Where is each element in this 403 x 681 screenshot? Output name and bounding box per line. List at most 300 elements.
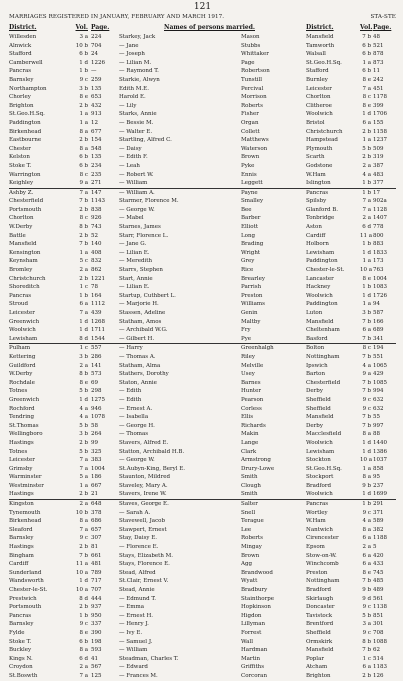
- cell-page-2: 763: [373, 267, 384, 274]
- cell-district: Stafford: [9, 51, 32, 58]
- cell-spouse-surname: Hardman: [241, 647, 268, 654]
- cell-district-2: Poplar: [306, 655, 324, 662]
- register-row: [9, 145, 396, 154]
- cell-page: 704: [91, 42, 102, 49]
- register-row: [9, 93, 396, 102]
- cell-district: Stoke T.: [9, 162, 32, 169]
- cell-page: 12: [91, 119, 98, 126]
- cell-district: Wellingboro: [9, 431, 43, 438]
- cell-vol-2: 6 a: [362, 119, 371, 126]
- cell-name: — Leah: [119, 162, 140, 169]
- cell-district: Bromley: [9, 267, 33, 274]
- register-row: [9, 292, 396, 301]
- cell-page-2: 778: [373, 224, 384, 231]
- cell-vol-2: 7 a: [362, 85, 371, 92]
- cell-page-2: 1085: [373, 379, 387, 386]
- cell-vol-2: 8 c: [362, 94, 371, 101]
- cell-page: 1143: [91, 198, 105, 205]
- cell-spouse-surname: Maltby: [241, 318, 261, 325]
- register-row: [9, 343, 396, 353]
- cell-vol: 1 b: [79, 612, 88, 619]
- cell-vol: 6 d: [79, 655, 88, 662]
- cell-page: 69: [91, 379, 98, 386]
- cell-district: Totnes: [9, 388, 28, 395]
- cell-name: Stays, Elizabeth M.: [119, 552, 174, 559]
- cell-district-2: W.Ham: [306, 518, 326, 525]
- column-headers: [9, 23, 396, 32]
- cell-name: Steadman, Charles T.: [119, 655, 179, 662]
- cell-district: Bingham: [9, 552, 34, 559]
- cell-spouse-surname: Matthews: [241, 137, 269, 144]
- cell-spouse-surname: Rice: [241, 267, 254, 274]
- cell-page: 707: [91, 587, 102, 593]
- cell-page-2: 745: [373, 569, 384, 576]
- cell-vol-2: 7 b: [362, 353, 371, 360]
- cell-page: 78: [91, 284, 98, 291]
- cell-name: — Joseph: [119, 51, 145, 58]
- cell-district-2: Bristol: [306, 119, 325, 126]
- register-row: [9, 456, 396, 465]
- cell-page-2: 1037: [373, 457, 387, 464]
- cell-district: Barnsley: [9, 76, 34, 83]
- cell-district-2: Nantwich: [306, 526, 333, 533]
- cell-page: 408: [91, 249, 102, 256]
- cell-vol-2: 6 a: [362, 664, 371, 671]
- cell-district-2: St.Geo.H.Sq.: [306, 465, 342, 472]
- cell-name: Harold E.: [119, 94, 146, 101]
- cell-vol: 1 c: [79, 345, 88, 352]
- cell-name: — Jane G.: [119, 241, 147, 248]
- cell-vol: 9 c: [79, 621, 88, 628]
- cell-name: — Samuel J.: [119, 638, 153, 645]
- cell-district: Chester: [9, 145, 31, 152]
- cell-vol: 8 a: [79, 518, 88, 525]
- cell-name: Startling, Alfred C.: [119, 137, 172, 144]
- cell-district: Hastings: [9, 544, 34, 551]
- cell-spouse-surname: Roberts: [241, 102, 263, 109]
- cell-page-2: 1188: [373, 535, 387, 542]
- cell-spouse-surname: Griffiths: [241, 664, 265, 671]
- cell-page-2: 521: [373, 42, 384, 49]
- cell-name: — Florence E.: [119, 544, 159, 551]
- cell-page: 862: [91, 267, 102, 274]
- cell-page-2: 11: [373, 68, 380, 75]
- register-row: [9, 499, 396, 509]
- cell-page-2: 873: [373, 59, 384, 66]
- cell-page: 286: [91, 353, 102, 360]
- cell-vol: 1 c: [79, 284, 88, 291]
- cell-name: Stassen, Adeline: [119, 310, 166, 316]
- register-row: [9, 569, 396, 578]
- cell-spouse-surname: Fisher: [241, 111, 259, 118]
- register-row: [9, 326, 396, 335]
- cell-district: Leicester: [9, 457, 35, 464]
- cell-page-2: 95: [373, 474, 380, 481]
- cell-district: Rochford: [9, 405, 35, 412]
- register-row: [9, 232, 396, 241]
- cell-district-2: Derby: [306, 422, 323, 429]
- cell-page-2: 62: [373, 647, 380, 654]
- cell-page: 439: [91, 310, 102, 316]
- cell-district: Pancras: [9, 292, 32, 299]
- cell-name: — Edward: [119, 664, 148, 671]
- cell-vol: 8 b: [79, 224, 88, 231]
- cell-page-2: 1138: [373, 604, 387, 611]
- cell-name: — Walter E.: [119, 128, 153, 135]
- cell-spouse-surname: Brown: [241, 154, 260, 161]
- cell-district: Sleaford: [9, 526, 33, 533]
- cell-page-2: 88: [373, 431, 380, 438]
- cell-district: Kensington: [9, 249, 41, 256]
- cell-district: Sunderland: [9, 569, 42, 576]
- register-row: [9, 509, 396, 518]
- cell-name: — Isabella: [119, 414, 149, 421]
- cell-spouse-surname: Wyatt: [241, 578, 258, 585]
- cell-district-2: St.Geo.H.Sq.: [306, 59, 342, 66]
- cell-district-2: Godstone: [306, 162, 333, 169]
- cell-district-2: Stockport: [306, 474, 334, 481]
- register-row: [9, 405, 396, 414]
- cell-district: Wandsworth: [9, 578, 44, 585]
- cell-district-2: Luton: [306, 310, 323, 316]
- cell-vol: 1 d: [79, 578, 88, 585]
- cell-spouse-surname: Snell: [241, 509, 256, 516]
- cell-district: Willesden: [9, 34, 37, 40]
- cell-vol-2: 6 a: [362, 535, 371, 542]
- cell-vol-2: 9 c: [362, 405, 371, 412]
- cell-vol: 6 a: [79, 301, 88, 308]
- cell-district: Greenwich: [9, 396, 40, 403]
- cell-vol-2: 1 a: [362, 301, 371, 308]
- cell-vol: 10 b: [75, 509, 88, 516]
- cell-vol: 5 c: [79, 258, 88, 265]
- cell-vol: 2 b: [79, 206, 88, 213]
- cell-page: 717: [91, 578, 102, 585]
- register-row: [9, 128, 396, 137]
- cell-name: Statham, Amos: [119, 318, 162, 325]
- cell-district-2: Burnley: [306, 76, 328, 83]
- cell-page: 913: [91, 111, 102, 118]
- cell-vol-2: 9 b: [362, 587, 371, 593]
- cell-vol-2: 8 a: [362, 526, 371, 533]
- cell-page: 832: [91, 258, 102, 265]
- cell-page-2: 1178: [373, 94, 387, 101]
- cell-vol-2: 6 b: [362, 68, 371, 75]
- register-row: [9, 335, 396, 344]
- cell-spouse-surname: Pye: [241, 335, 252, 342]
- register-row: [9, 362, 396, 371]
- cell-page: 686: [91, 518, 102, 525]
- cell-vol: 8 d: [79, 335, 88, 342]
- register-row: [9, 42, 396, 51]
- cell-name: Starkie, Alwyn: [119, 76, 160, 83]
- cell-district: Alnwick: [9, 42, 32, 49]
- register-row: [9, 353, 396, 362]
- cell-page: 147: [91, 189, 102, 196]
- cell-district: Greenwich: [9, 318, 40, 325]
- cell-spouse-surname: Ennis: [241, 171, 257, 178]
- cell-district: W.Derby: [9, 371, 33, 378]
- cell-vol: 2 a: [79, 664, 88, 671]
- cell-name: Stead, Annie: [119, 587, 155, 593]
- cell-vol: 2 b: [79, 491, 88, 498]
- cell-spouse-surname: Fry: [241, 327, 251, 334]
- cell-page-2: 1183: [373, 664, 387, 671]
- cell-district: Chester-le-St.: [9, 587, 48, 593]
- cell-district-2: W.Ham: [306, 171, 326, 178]
- cell-page: 164: [91, 292, 102, 299]
- register-row: [9, 179, 396, 188]
- cell-vol: 2 b: [79, 604, 88, 611]
- col-names: Names of persons married.: [164, 24, 255, 31]
- cell-district: Camberwell: [9, 59, 43, 66]
- register-row: [9, 672, 396, 681]
- cell-name: — Edith: [119, 396, 142, 403]
- cell-page-2: 708: [373, 629, 384, 636]
- cell-vol-2: 9 d: [362, 595, 371, 602]
- cell-page: 1112: [91, 301, 105, 308]
- cell-vol-2: 3 a: [362, 621, 371, 628]
- cell-page: 677: [91, 128, 102, 135]
- cell-name: — Jane: [119, 42, 139, 49]
- cell-district: Paddington: [9, 119, 41, 126]
- cell-district-2: Leicester: [306, 85, 332, 92]
- cell-spouse-surname: Riley: [241, 353, 256, 360]
- cell-page-2: 166: [373, 318, 384, 325]
- cell-page-2: 902a: [373, 198, 387, 205]
- cell-page: —: [91, 68, 97, 75]
- cell-name: St.Clair, Ernest V.: [119, 578, 169, 585]
- cell-district: Kings N.: [9, 655, 33, 662]
- register-row: [9, 33, 396, 42]
- cell-district-2: Paddington: [306, 258, 338, 265]
- cell-page: 1004: [91, 465, 105, 472]
- cell-vol: 5 b: [79, 422, 88, 429]
- cell-name: Stawpert, Ernest: [119, 526, 167, 533]
- cell-page-2: 878: [373, 51, 384, 58]
- cell-page: 58: [91, 422, 98, 429]
- cell-district-2: Spilsby: [306, 198, 327, 205]
- cell-page-2: 194: [373, 345, 384, 352]
- register-row: [9, 171, 396, 180]
- cell-name: — Lilian E.: [119, 249, 150, 256]
- cell-spouse-surname: Pearson: [241, 396, 264, 403]
- cell-spouse-surname: Martin: [241, 655, 261, 662]
- cell-vol: 5 a: [79, 474, 88, 481]
- cell-vol: 7 a: [79, 526, 88, 533]
- cell-page-2: 319: [373, 154, 384, 161]
- cell-name: Staves, George E.: [119, 501, 169, 508]
- cell-district-2: Nottingham: [306, 353, 340, 360]
- cell-district: Portsmouth: [9, 206, 42, 213]
- cell-page: 946: [91, 405, 102, 412]
- cell-district-2: Ormskirk: [306, 638, 333, 645]
- cell-name: — Emma: [119, 604, 144, 611]
- cell-district-2: Islington: [306, 180, 331, 187]
- cell-spouse-surname: Forrest: [241, 629, 262, 636]
- cell-district-2: Ipswich: [306, 362, 328, 369]
- cell-page: 1268: [91, 318, 105, 325]
- cell-spouse-surname: Bradbury: [241, 587, 268, 593]
- cell-spouse-surname: Melville: [241, 362, 264, 369]
- cell-page: 141: [91, 362, 102, 369]
- cell-name: Stay, Daisy E.: [119, 535, 158, 542]
- cell-page: 653: [91, 94, 102, 101]
- cell-spouse-surname: Preston: [241, 292, 263, 299]
- register-row: [9, 465, 396, 474]
- cell-name: — George W.: [119, 206, 155, 213]
- cell-vol: 7 b: [79, 198, 88, 205]
- cell-page: 337: [91, 621, 102, 628]
- cell-district-2: Mansfield: [306, 414, 334, 421]
- cell-page: 481: [91, 561, 102, 568]
- cell-district-2: Glanford B.: [306, 206, 339, 213]
- cell-district-2: Bradford: [306, 482, 331, 489]
- cell-name: — William: [119, 647, 148, 654]
- cell-page-2: 433: [373, 561, 384, 568]
- cell-vol: 2 b: [79, 544, 88, 551]
- cell-district: Lewisham: [9, 335, 38, 342]
- cell-name: — George W.: [119, 457, 155, 464]
- cell-page: 1711: [91, 327, 105, 334]
- col-vol-2: Vol.: [360, 24, 373, 31]
- cell-spouse-surname: Corless: [241, 405, 262, 412]
- cell-spouse-surname: Stubbs: [241, 42, 261, 49]
- cell-page-2: 126: [373, 672, 384, 679]
- register-row: [9, 85, 396, 94]
- register-row: [9, 534, 396, 543]
- cell-page: 593: [91, 647, 102, 654]
- cell-district-2: Cardiff: [306, 232, 326, 239]
- register-row: [9, 603, 396, 612]
- cell-name: Starrs, Stephen: [119, 267, 163, 274]
- cell-district: Portsmouth: [9, 604, 42, 611]
- cell-page-2: 483: [373, 171, 384, 178]
- register-row: [9, 379, 396, 388]
- cell-spouse-surname: Brearley: [241, 275, 265, 282]
- cell-name: Starks, Annie: [119, 111, 157, 118]
- cell-district-2: Brighton: [306, 672, 331, 679]
- cell-page: 1226: [91, 59, 105, 66]
- register-entries: [9, 33, 396, 681]
- cell-vol-2: 6 b: [362, 42, 371, 49]
- cell-district-2: Woolwich: [306, 491, 333, 498]
- cell-spouse-surname: Robertson: [241, 68, 270, 75]
- cell-page-2: 1065: [373, 362, 387, 369]
- cell-vol: 1 b: [79, 292, 88, 299]
- cell-vol-2: 5 b: [362, 612, 371, 619]
- cell-vol-2: 9 a: [362, 371, 371, 378]
- cell-page-2: 561: [373, 595, 384, 602]
- cell-vol-2: 6 a: [362, 552, 371, 559]
- cell-vol-2: 1 a: [362, 137, 371, 144]
- cell-vol: 8 c: [79, 215, 88, 222]
- cell-district-2: Preston: [306, 569, 328, 576]
- cell-vol: 9 a: [79, 180, 88, 187]
- cell-district: Leicester: [9, 310, 35, 316]
- register-row: [9, 249, 396, 258]
- cell-district-2: Barton: [306, 371, 326, 378]
- cell-district: Keynsham: [9, 258, 38, 265]
- cell-name: — Gilbert H.: [119, 335, 155, 342]
- cell-vol: 9 c: [79, 76, 88, 83]
- cell-page: 667: [91, 482, 102, 489]
- cell-vol: 4 a: [79, 414, 88, 421]
- cell-vol-2: 1 d: [362, 111, 371, 118]
- cell-district-2: Mansfield: [306, 34, 334, 40]
- cell-vol: 1 d: [79, 318, 88, 325]
- cell-name: Staton, Annie: [119, 379, 157, 386]
- cell-page-2: 489: [373, 587, 384, 593]
- cell-page-2: 387: [373, 162, 384, 169]
- cell-name: — Edith: [119, 388, 142, 395]
- cell-spouse-surname: Williams: [241, 301, 265, 308]
- cell-vol: 9 c: [79, 535, 88, 542]
- cell-page-2: 1158: [373, 128, 387, 135]
- cell-page-2: 1088: [373, 638, 387, 645]
- cell-page-2: 1833: [373, 249, 387, 256]
- cell-page: 99: [91, 439, 98, 446]
- cell-name: — Frances M.: [119, 672, 158, 679]
- cell-district: Totnes: [9, 448, 28, 455]
- cell-vol-2: 8 c: [362, 345, 371, 352]
- cell-name: — Thomas: [119, 431, 149, 438]
- cell-page: 378: [91, 509, 102, 516]
- register-row: [9, 620, 396, 629]
- cell-vol-2: 6 d: [362, 224, 371, 231]
- cell-page: 390: [91, 629, 102, 636]
- cell-page-2: 994: [373, 388, 384, 395]
- cell-vol-2: 10 a: [360, 267, 373, 274]
- cell-page-2: 1004: [373, 275, 387, 282]
- page-number: 121: [193, 2, 212, 12]
- cell-vol-2: 7 b: [362, 422, 371, 429]
- cell-district-2: Tavistock: [306, 612, 333, 619]
- cell-district-2: Christchurch: [306, 128, 343, 135]
- cell-page: 1221: [91, 275, 105, 282]
- cell-page-2: 587: [373, 310, 384, 316]
- cell-page: 1544: [91, 335, 105, 342]
- cell-vol: 6 b: [79, 154, 88, 161]
- cell-page-2: 485: [373, 578, 384, 585]
- register-row: [9, 612, 396, 621]
- cell-name: — Ernest H.: [119, 612, 154, 619]
- col-vol: Vol.: [75, 24, 88, 31]
- cell-district-2: Aston: [306, 224, 322, 231]
- cell-spouse-surname: Wright: [241, 249, 261, 256]
- cell-district: Croydon: [9, 664, 33, 671]
- cell-page-2: 1083: [373, 284, 387, 291]
- cell-page: 926: [91, 215, 102, 222]
- cell-vol-2: 1 a: [362, 465, 371, 472]
- cell-page: 573: [91, 371, 102, 378]
- cell-name: Stavers, Irene W.: [119, 491, 167, 498]
- cell-vol: 8 d: [79, 595, 88, 602]
- register-row: [9, 439, 396, 448]
- cell-district: Christchurch: [9, 275, 46, 282]
- cell-vol: 2 b: [79, 137, 88, 144]
- register-row: [9, 206, 396, 215]
- cell-vol-2: 7 b: [362, 34, 371, 40]
- cell-spouse-surname: Lillyman: [241, 621, 266, 628]
- cell-page-2: 1726: [373, 292, 387, 299]
- cell-vol: 2 b: [79, 102, 88, 109]
- cell-page: 264: [91, 431, 102, 438]
- cell-vol-2: 8 b: [362, 638, 371, 645]
- cell-vol-2: 9 c: [362, 604, 371, 611]
- cell-page-2: 382: [373, 526, 384, 533]
- cell-name: Starmer, Florence M.: [119, 198, 179, 205]
